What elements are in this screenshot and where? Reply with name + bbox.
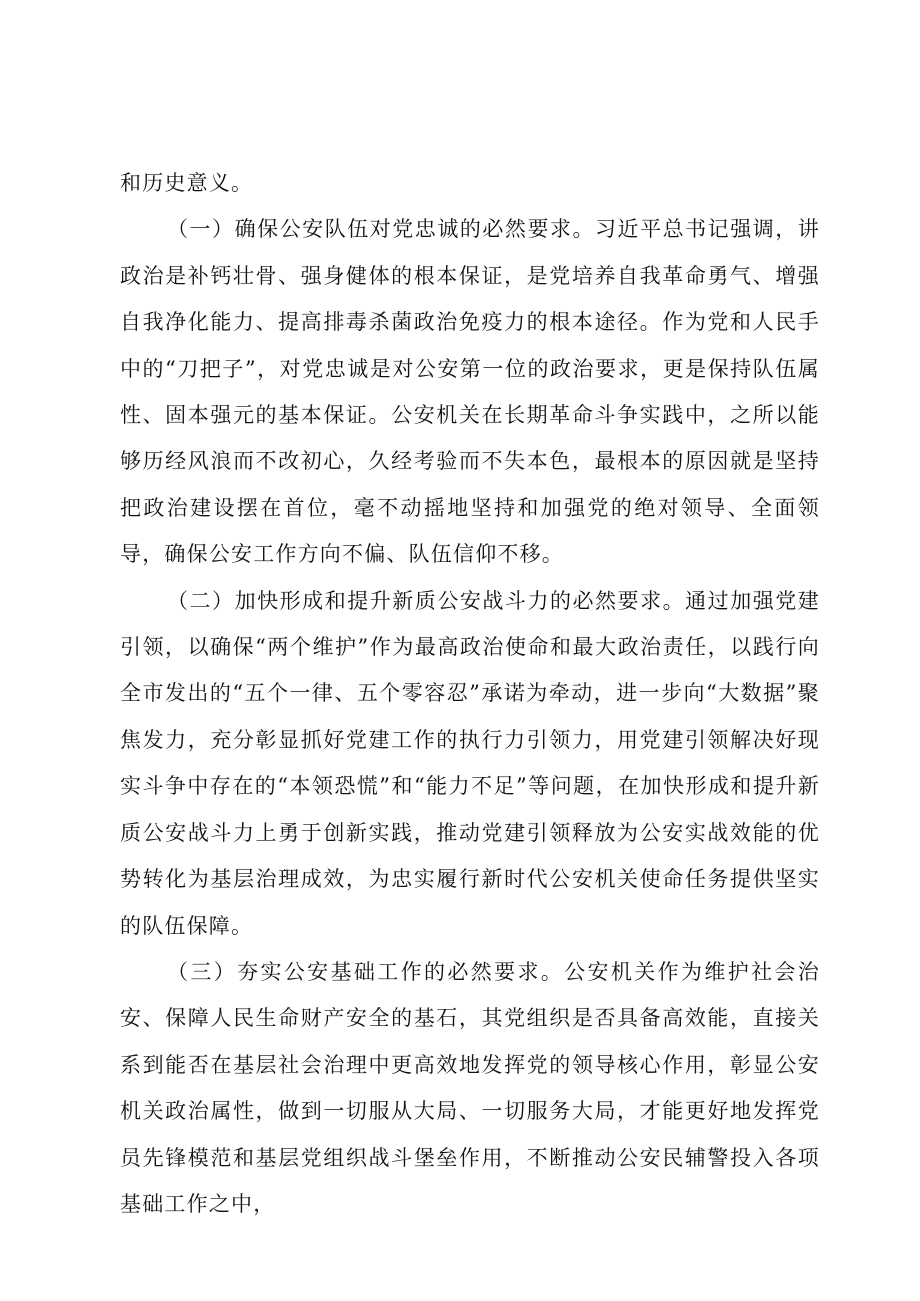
paragraph-section-2: （二）加快形成和提升新质公安战斗力的必然要求。通过加强党建引领，以确保“两个维护”作为最高政治使命和最大政治责任，以践行向全市发出的“五个一律、五个零容忍”承诺为牵动，进一步向“大数据”聚焦发力，充分彰显抓好党建工作的执行力引领力，用党建引领解决好现实斗争中存在的“本领恐慌”和“能力不足”等问题，在加快形成和提升新质公安战斗力上勇于创新实践，推动党建引领释放为公安实战效能的优势转化为基层治理成效，为忠实履行新时代公安机关使命任务提供坚实的队伍保障。 (120, 588, 820, 938)
document-body (120, 160, 820, 1227)
paragraph-section-1: （一）确保公安队伍对党忠诚的必然要求。习近平总书记强调，讲政治是补钙壮骨、强身健体的根本保证，是党培养自我革命勇气、增强自我净化能力、提高排毒杀菌政治免疫力的根本途径。作为党和人民手中的“刀把子”，对党忠诚是对公安第一位的政治要求，更是保持队伍属性、固本强元的基本保证。公安机关在长期革命斗争实践中，之所以能够历经风浪而不改初心，久经考验而不失本色，最根本的原因就是坚持把政治建设摆在首位，毫不动摇地坚持和加强党的绝对领导、全面领导，确保公安工作方向不偏、队伍信仰不移。 (120, 217, 820, 567)
paragraph-continuation: 和历史意义。 (120, 171, 254, 195)
paragraph-section-3: （三）夯实公安基础工作的必然要求。公安机关作为维护社会治安、保障人民生命财产安全的基石，其党组织是否具备高效能，直接关系到能否在基层社会治理中更高效地发挥党的领导核心作用，彰显公安机关政治属性，做到一切服从大局、一切服务大局，才能更好地发挥党员先锋模范和基层党组织战斗堡垒作用，不断推动公安民辅警投入各项基础工作之中， (120, 959, 820, 1216)
